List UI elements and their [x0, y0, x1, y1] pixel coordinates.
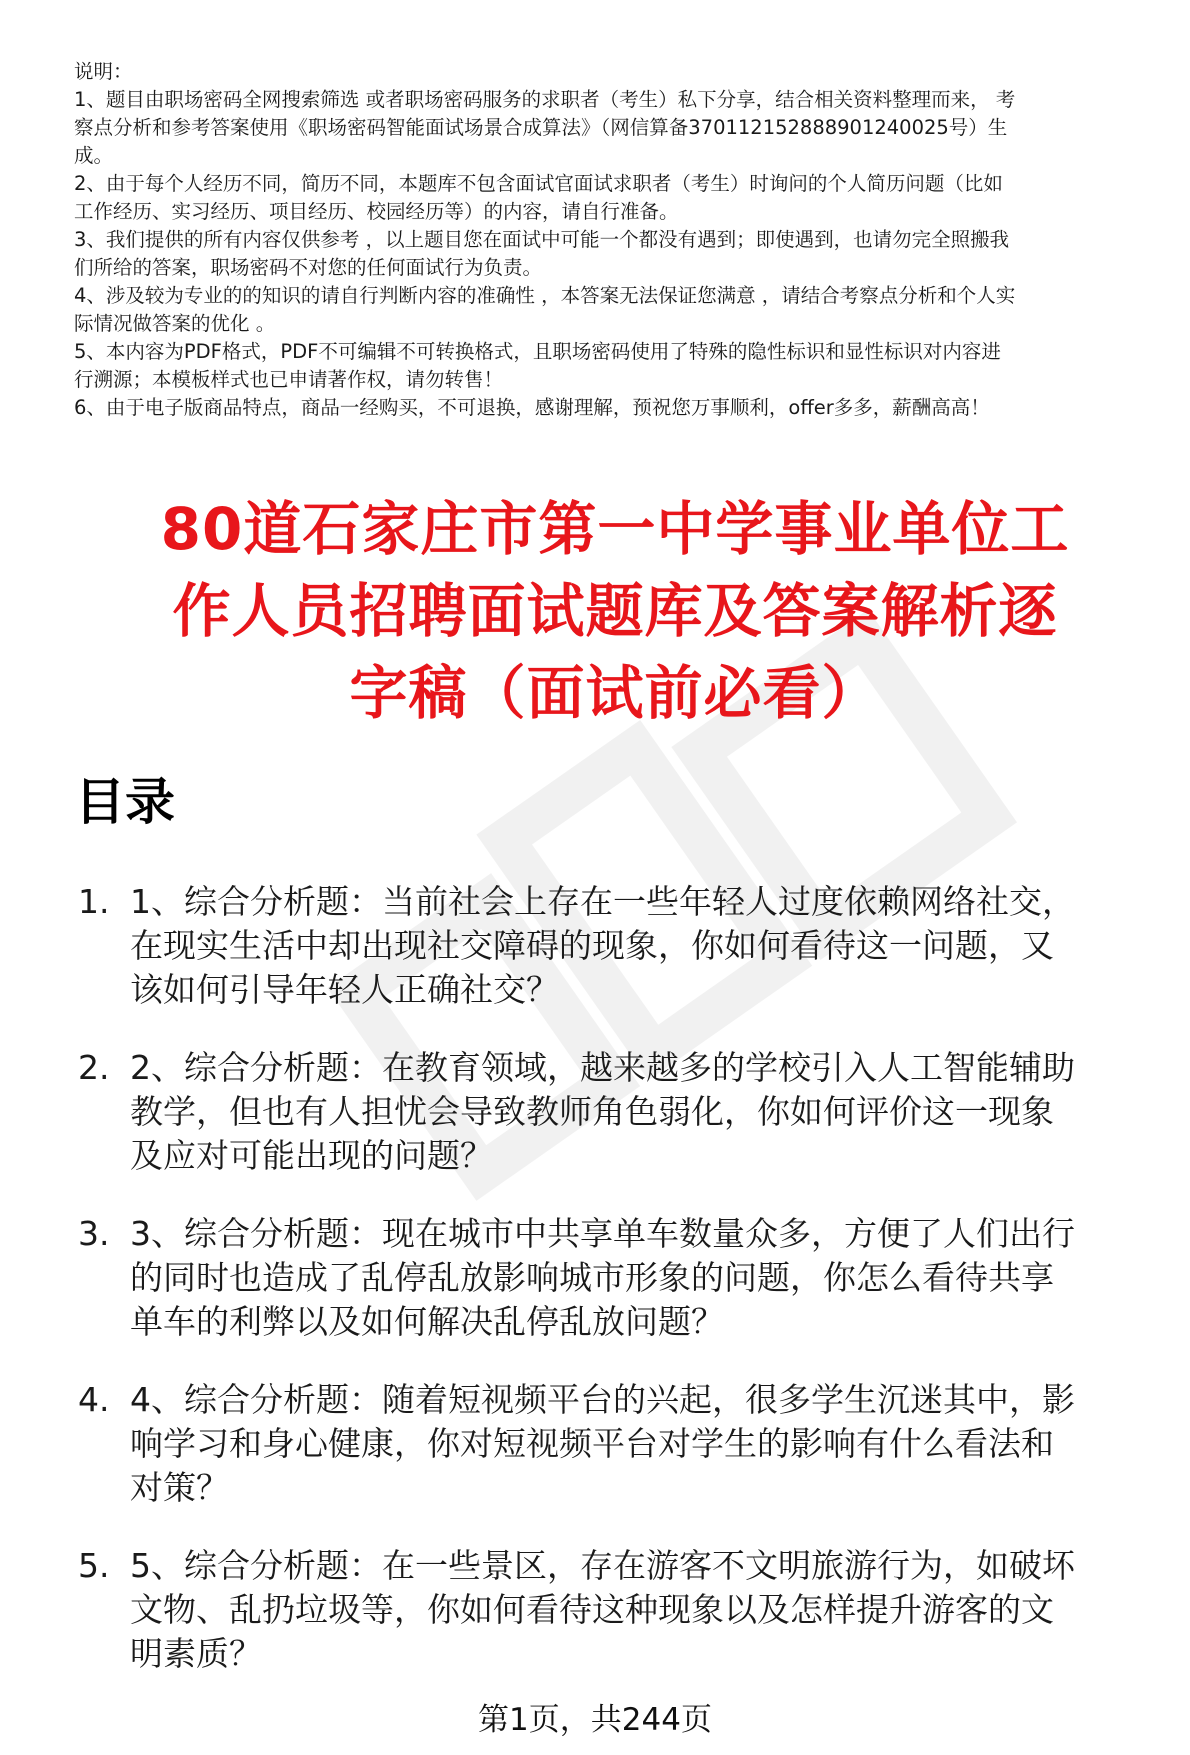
toc-item-line: 2、综合分析题：在教育领域，越来越多的学校引入人工智能辅助: [130, 1048, 1075, 1087]
note-line: 1、题目由职场密码全网搜索筛选 或者职场密码服务的求职者（考生）私下分享，结合相关资料整理而来， 考: [74, 88, 1016, 111]
toc-item[interactable]: [78, 1212, 1168, 1344]
toc-item-line: 在现实生活中却出现社交障碍的现象，你如何看待这一问题，又: [130, 926, 1054, 965]
title-line: 字稿（面试前必看）: [349, 659, 881, 727]
note-line: 行溯源；本模板样式也已申请著作权，请勿转售！: [74, 368, 504, 391]
toc-item-line: 单车的利弊以及如何解决乱停乱放问题？: [130, 1302, 724, 1341]
toc-item[interactable]: [78, 880, 1168, 1012]
toc-item-number: 4.: [78, 1380, 110, 1419]
toc-item-line: 及应对可能出现的问题？: [130, 1136, 493, 1175]
toc-item-line: 对策？: [130, 1468, 229, 1507]
toc-item[interactable]: [78, 1046, 1168, 1178]
note-line: 6、由于电子版商品特点，商品一经购买，不可退换，感谢理解，预祝您万事顺利，offer多多，薪酬高高！: [74, 396, 990, 419]
note-line: 2、由于每个人经历不同，简历不同，本题库不包含面试官面试求职者（考生）时询问的个人简历问题（比如: [74, 172, 1003, 195]
title-line: 80道石家庄市第一中学事业单位工: [160, 495, 1070, 563]
disclaimer-notes: [74, 58, 1164, 422]
toc-item-line: 4、综合分析题：随着短视频平台的兴起，很多学生沉迷其中，影: [130, 1380, 1075, 1419]
toc-item-number: 5.: [78, 1546, 110, 1585]
note-line: 成。: [74, 144, 114, 167]
toc-item-line: 文物、乱扔垃圾等，你如何看待这种现象以及怎样提升游客的文: [130, 1590, 1054, 1629]
note-line: 察点分析和参考答案使用《职场密码智能面试场景合成算法》（网信算备370112152888901240025号）生: [74, 116, 1008, 139]
toc-item-number: 1.: [78, 882, 110, 921]
toc-item-line: 1、综合分析题：当前社会上存在一些年轻人过度依赖网络社交，: [130, 882, 1075, 921]
toc-item-number: 2.: [78, 1048, 110, 1087]
toc-item-line: 5、综合分析题：在一些景区，存在游客不文明旅游行为，如破坏: [130, 1546, 1075, 1585]
toc-item-line: 明素质？: [130, 1634, 262, 1673]
toc-item-number: 3.: [78, 1214, 110, 1253]
toc-item[interactable]: [78, 1378, 1168, 1510]
note-line: 工作经历、实习经历、项目经历、校园经历等）的内容，请自行准备。: [74, 200, 679, 223]
toc-item-line: 的同时也造成了乱停乱放影响城市形象的问题，你怎么看待共享: [130, 1258, 1054, 1297]
toc-list: [78, 880, 1168, 1710]
note-line: 5、本内容为PDF格式，PDF不可编辑不可转换格式，且职场密码使用了特殊的隐性标识和显性标识对内容进: [74, 340, 1001, 363]
note-line: 3、我们提供的所有内容仅供参考 ，以上题目您在面试中可能一个都没有遇到；即使遇到，也请勿完全照搬我: [74, 228, 1010, 251]
toc-heading: 目录: [75, 773, 175, 831]
title-line: 作人员招聘面试题库及答案解析逐: [172, 577, 1058, 645]
toc-item-line: 3、综合分析题：现在城市中共享单车数量众多，方便了人们出行: [130, 1214, 1075, 1253]
note-line: 说明：: [74, 60, 133, 83]
note-line: 际情况做答案的优化 。: [74, 312, 276, 335]
document-title: [80, 488, 1150, 734]
toc-item[interactable]: [78, 1544, 1168, 1676]
note-line: 4、涉及较为专业的的知识的请自行判断内容的准确性 ，本答案无法保证您满意 ，请结合考察点分析和个人实: [74, 284, 1016, 307]
toc-item-line: 该如何引导年轻人正确社交？: [130, 970, 559, 1009]
toc-item-line: 响学习和身心健康，你对短视频平台对学生的影响有什么看法和: [130, 1424, 1054, 1463]
note-line: 们所给的答案，职场密码不对您的任何面试行为负责。: [74, 256, 543, 279]
page-number: 第1页，共244页: [478, 1702, 712, 1738]
toc-item-line: 教学，但也有人担忧会导致教师角色弱化，你如何评价这一现象: [130, 1092, 1054, 1131]
